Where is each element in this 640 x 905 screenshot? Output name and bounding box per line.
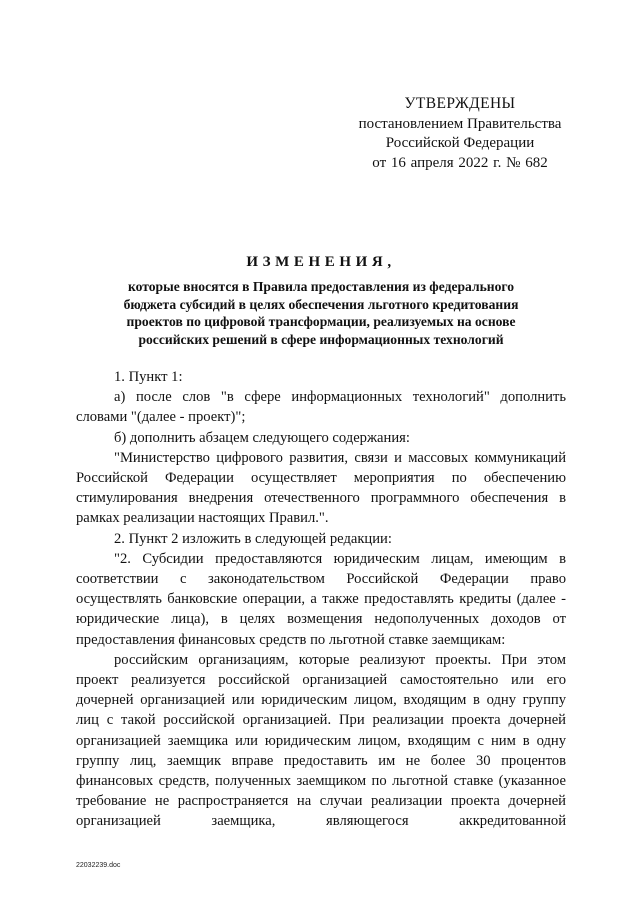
document-subtitle — [76, 278, 566, 348]
paragraph-3: б) дополнить абзацем следующего содержания: — [114, 429, 410, 446]
footer-filename: 22032239.doc — [76, 862, 121, 869]
document-title: ИЗМЕНЕНИЯ, — [246, 254, 396, 270]
paragraph-1: 1. Пункт 1: — [114, 369, 183, 385]
paragraph-6: "2. Субсидии предоставляются юридическим лицам, имеющим в соответствии с законодательством Российской Федерации право осуществлять банковские операции, а также предоставлять кредиты (далее - юридические лица), в целях возмещения недополученных доходов от предоставления финансовых средств по льготной ставке заемщикам: — [76, 550, 566, 648]
paragraph-7: российским организациям, которые реализуют проекты. При этом проект реализуется российской организацией самостоятельно или его дочерней организацией или юридическим лицом, входящим в одну группу лиц с такой российской организацией. При реализации проекта дочерней организацией заемщика или юридическим лицом, входящим с ним в одну группу лиц, заемщик вправе предоставить им не более 30 процентов финансовых средств, полученных заемщиком по льготной ставке (указанное требование не распространяется на случаи реализации проекта дочерней организацией заемщика, являющегося аккредитованной — [76, 651, 566, 830]
paragraph-2: а) после слов "в сфере информационных технологий" дополнить словами "(далее - проект)"; — [76, 389, 566, 426]
approval-date-line: от 16 апреля 2022 г. № 682 — [372, 154, 548, 171]
approval-heading: УТВЕРЖДЕНЫ — [404, 95, 516, 112]
approval-line-1: постановлением Правительства — [358, 115, 562, 132]
approval-block — [340, 94, 580, 173]
subtitle-line-2: бюджета субсидий в целях обеспечения льготного кредитования — [123, 296, 519, 312]
subtitle-line-3: проектов по цифровой трансформации, реализуемых на основе — [126, 314, 516, 330]
approval-line-2: Российской Федерации — [385, 135, 535, 151]
document-body — [76, 367, 566, 832]
paragraph-5: 2. Пункт 2 изложить в следующей редакции: — [114, 530, 392, 547]
subtitle-line-4: российских решений в сфере информационных технологий — [138, 331, 504, 347]
paragraph-4: "Министерство цифрового развития, связи и массовых коммуникаций Российской Федерации осуществляет мероприятия по обеспечению стимулирования внедрения отечественного программного обеспечения в рамках реализации настоящих Правил.". — [76, 449, 566, 527]
subtitle-line-1: которые вносятся в Правила предоставления из федерального — [127, 279, 515, 294]
